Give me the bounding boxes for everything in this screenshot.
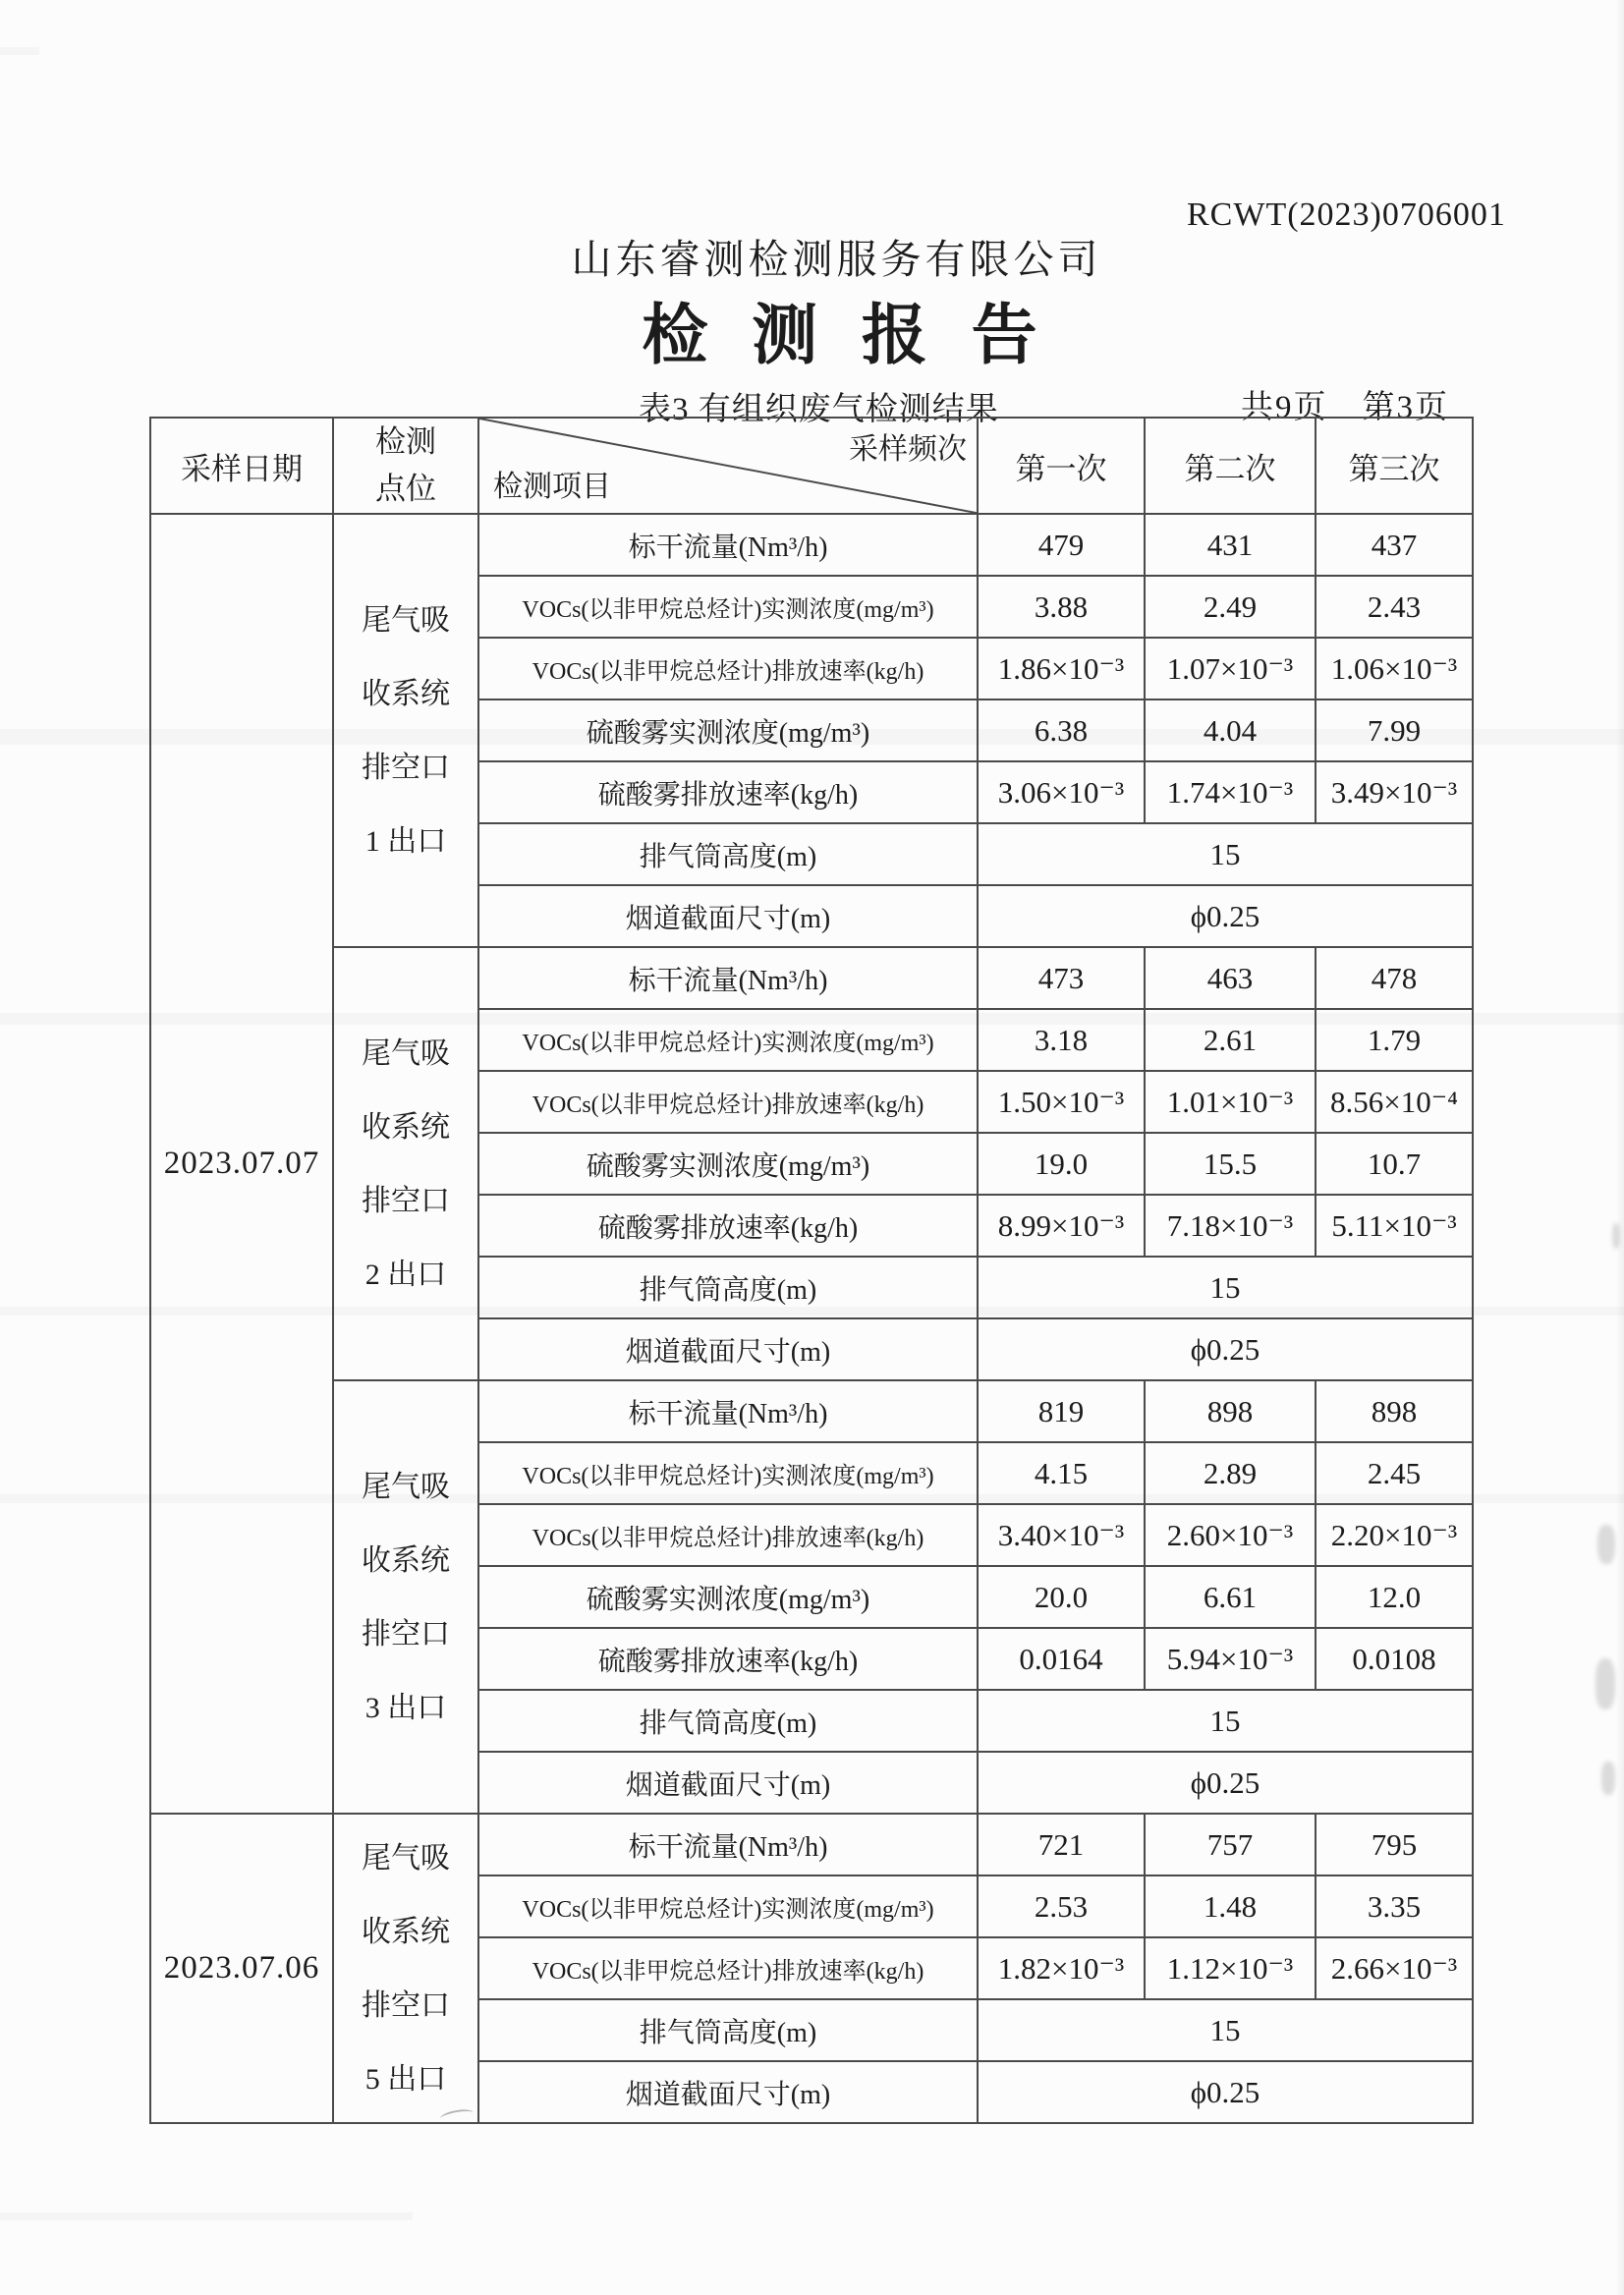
table-caption: 表3 有组织废气检测结果 bbox=[639, 392, 999, 427]
result-value: 0.0108 bbox=[1316, 1628, 1473, 1690]
test-item: 排气筒高度(m) bbox=[478, 1257, 978, 1318]
test-item: 硫酸雾排放速率(kg/h) bbox=[478, 1195, 978, 1257]
result-value: 10.7 bbox=[1316, 1133, 1473, 1195]
result-value: 19.0 bbox=[978, 1133, 1145, 1195]
results-table bbox=[149, 417, 1474, 2124]
test-item: 排气筒高度(m) bbox=[478, 1690, 978, 1752]
result-value: 4.15 bbox=[978, 1442, 1145, 1504]
header-sampling-point bbox=[333, 418, 478, 514]
result-value: 795 bbox=[1316, 1814, 1473, 1875]
page-info: 共9页 第3页 bbox=[1241, 390, 1449, 425]
result-value: 2.20×10⁻³ bbox=[1316, 1504, 1473, 1566]
result-value: 473 bbox=[978, 947, 1145, 1009]
test-item: 标干流量(Nm³/h) bbox=[478, 514, 978, 576]
table-row bbox=[150, 1814, 1473, 1875]
scan-artifact bbox=[1601, 1762, 1615, 1795]
sampling-point-line: 尾气吸 bbox=[362, 1470, 450, 1503]
result-value: 5.94×10⁻³ bbox=[1145, 1628, 1316, 1690]
result-value: 7.18×10⁻³ bbox=[1145, 1195, 1316, 1257]
result-value: 8.56×10⁻⁴ bbox=[1316, 1071, 1473, 1133]
result-value: 2.43 bbox=[1316, 576, 1473, 638]
test-item: 标干流量(Nm³/h) bbox=[478, 1380, 978, 1442]
result-value: 437 bbox=[1316, 514, 1473, 576]
result-value: 1.01×10⁻³ bbox=[1145, 1071, 1316, 1133]
page-title: 检 测 报 告 bbox=[642, 300, 1051, 372]
sampling-point-line: 排空口 bbox=[362, 1617, 450, 1651]
result-value: 478 bbox=[1316, 947, 1473, 1009]
sampling-point-line: 收系统 bbox=[362, 1110, 450, 1144]
sampling-point bbox=[333, 947, 478, 1380]
result-value: 898 bbox=[1145, 1380, 1316, 1442]
result-value: 431 bbox=[1145, 514, 1316, 576]
header-sampling-frequency: 采样频次 bbox=[849, 433, 967, 466]
sampling-point-line: 1 出口 bbox=[364, 824, 447, 858]
result-value: 819 bbox=[978, 1380, 1145, 1442]
sampling-date: 2023.07.07 bbox=[150, 514, 333, 1814]
test-item: 排气筒高度(m) bbox=[478, 1999, 978, 2061]
scan-artifact bbox=[1597, 1525, 1615, 1564]
header-sampling-date: 采样日期 bbox=[150, 418, 333, 514]
header-run-1: 第一次 bbox=[978, 418, 1145, 514]
test-item: 硫酸雾实测浓度(mg/m³) bbox=[478, 1133, 978, 1195]
scan-artifact bbox=[0, 47, 39, 55]
merged-value: ϕ0.25 bbox=[978, 1752, 1473, 1814]
result-value: 2.53 bbox=[978, 1875, 1145, 1937]
merged-value: ϕ0.25 bbox=[978, 2061, 1473, 2123]
result-value: 2.89 bbox=[1145, 1442, 1316, 1504]
result-value: 2.45 bbox=[1316, 1442, 1473, 1504]
test-item: 烟道截面尺寸(m) bbox=[478, 1318, 978, 1380]
sampling-point-line: 尾气吸 bbox=[362, 1036, 450, 1070]
test-item: VOCs(以非甲烷总烃计)实测浓度(mg/m³) bbox=[478, 576, 978, 638]
header-run-2: 第二次 bbox=[1145, 418, 1316, 514]
result-value: 1.06×10⁻³ bbox=[1316, 638, 1473, 700]
test-item: 硫酸雾实测浓度(mg/m³) bbox=[478, 700, 978, 761]
result-value: 721 bbox=[978, 1814, 1145, 1875]
result-value: 15.5 bbox=[1145, 1133, 1316, 1195]
result-value: 757 bbox=[1145, 1814, 1316, 1875]
header-test-item: 检测项目 bbox=[493, 471, 611, 504]
result-value: 6.61 bbox=[1145, 1566, 1316, 1628]
result-value: 2.61 bbox=[1145, 1009, 1316, 1071]
test-item: VOCs(以非甲烷总烃计)排放速率(kg/h) bbox=[478, 1071, 978, 1133]
test-item: 排气筒高度(m) bbox=[478, 823, 978, 885]
result-value: 6.38 bbox=[978, 700, 1145, 761]
test-item: 烟道截面尺寸(m) bbox=[478, 885, 978, 947]
scan-artifact bbox=[0, 2212, 413, 2220]
sampling-point-line: 排空口 bbox=[362, 1988, 450, 2022]
sampling-point-line: 收系统 bbox=[362, 1915, 450, 1948]
result-value: 5.11×10⁻³ bbox=[1316, 1195, 1473, 1257]
sampling-point bbox=[333, 1814, 478, 2123]
result-value: 898 bbox=[1316, 1380, 1473, 1442]
result-value: 8.99×10⁻³ bbox=[978, 1195, 1145, 1257]
merged-value: 15 bbox=[978, 823, 1473, 885]
test-item: 硫酸雾实测浓度(mg/m³) bbox=[478, 1566, 978, 1628]
scan-artifact bbox=[1612, 1223, 1620, 1249]
result-value: 1.86×10⁻³ bbox=[978, 638, 1145, 700]
result-value: 1.79 bbox=[1316, 1009, 1473, 1071]
results-tbody bbox=[150, 514, 1473, 2123]
result-value: 1.74×10⁻³ bbox=[1145, 761, 1316, 823]
result-value: 1.82×10⁻³ bbox=[978, 1937, 1145, 1999]
header-diagonal-cell bbox=[478, 418, 978, 514]
test-item: 硫酸雾排放速率(kg/h) bbox=[478, 761, 978, 823]
sampling-point-line: 尾气吸 bbox=[362, 1841, 450, 1875]
test-item: 标干流量(Nm³/h) bbox=[478, 1814, 978, 1875]
test-item: VOCs(以非甲烷总烃计)排放速率(kg/h) bbox=[478, 1937, 978, 1999]
result-value: 7.99 bbox=[1316, 700, 1473, 761]
test-item: 烟道截面尺寸(m) bbox=[478, 2061, 978, 2123]
sampling-point-line: 2 出口 bbox=[364, 1258, 447, 1291]
sampling-point-line: 收系统 bbox=[362, 677, 450, 710]
result-value: 12.0 bbox=[1316, 1566, 1473, 1628]
table-row bbox=[150, 514, 1473, 576]
result-value: 3.88 bbox=[978, 576, 1145, 638]
result-value: 0.0164 bbox=[978, 1628, 1145, 1690]
result-value: 3.40×10⁻³ bbox=[978, 1504, 1145, 1566]
test-item: 烟道截面尺寸(m) bbox=[478, 1752, 978, 1814]
sampling-point-line: 5 出口 bbox=[364, 2062, 447, 2096]
test-item: VOCs(以非甲烷总烃计)排放速率(kg/h) bbox=[478, 1504, 978, 1566]
result-value: 20.0 bbox=[978, 1566, 1145, 1628]
header-sampling-point-line1: 检测 bbox=[375, 424, 436, 459]
result-value: 1.48 bbox=[1145, 1875, 1316, 1937]
scan-artifact bbox=[1596, 1658, 1615, 1709]
merged-value: 15 bbox=[978, 1690, 1473, 1752]
test-item: VOCs(以非甲烷总烃计)实测浓度(mg/m³) bbox=[478, 1009, 978, 1071]
result-value: 2.49 bbox=[1145, 576, 1316, 638]
result-value: 3.35 bbox=[1316, 1875, 1473, 1937]
result-value: 1.12×10⁻³ bbox=[1145, 1937, 1316, 1999]
header-run-3: 第三次 bbox=[1316, 418, 1473, 514]
result-value: 1.50×10⁻³ bbox=[978, 1071, 1145, 1133]
merged-value: 15 bbox=[978, 1999, 1473, 2061]
table-row bbox=[150, 1380, 1473, 1442]
test-item: 硫酸雾排放速率(kg/h) bbox=[478, 1628, 978, 1690]
test-item: 标干流量(Nm³/h) bbox=[478, 947, 978, 1009]
result-value: 2.60×10⁻³ bbox=[1145, 1504, 1316, 1566]
report-number: RCWT(2023)0706001 bbox=[1187, 196, 1506, 233]
sampling-point-line: 排空口 bbox=[362, 1184, 450, 1217]
result-value: 3.06×10⁻³ bbox=[978, 761, 1145, 823]
company-name: 山东睿测检测服务有限公司 bbox=[571, 237, 1102, 282]
result-value: 2.66×10⁻³ bbox=[1316, 1937, 1473, 1999]
sampling-point-line: 3 出口 bbox=[364, 1691, 447, 1724]
sampling-point-line: 收系统 bbox=[362, 1543, 450, 1577]
test-item: VOCs(以非甲烷总烃计)排放速率(kg/h) bbox=[478, 638, 978, 700]
result-value: 463 bbox=[1145, 947, 1316, 1009]
result-value: 4.04 bbox=[1145, 700, 1316, 761]
test-item: VOCs(以非甲烷总烃计)实测浓度(mg/m³) bbox=[478, 1442, 978, 1504]
result-value: 479 bbox=[978, 514, 1145, 576]
header-sampling-point-line2: 点位 bbox=[375, 472, 436, 507]
sampling-date: 2023.07.06 bbox=[150, 1814, 333, 2123]
sampling-point bbox=[333, 514, 478, 947]
result-value: 1.07×10⁻³ bbox=[1145, 638, 1316, 700]
result-value: 3.49×10⁻³ bbox=[1316, 761, 1473, 823]
sampling-point-line: 尾气吸 bbox=[362, 603, 450, 637]
result-value: 3.18 bbox=[978, 1009, 1145, 1071]
table-header-row bbox=[150, 418, 1473, 514]
merged-value: 15 bbox=[978, 1257, 1473, 1318]
merged-value: ϕ0.25 bbox=[978, 885, 1473, 947]
merged-value: ϕ0.25 bbox=[978, 1318, 1473, 1380]
test-item: VOCs(以非甲烷总烃计)实测浓度(mg/m³) bbox=[478, 1875, 978, 1937]
sampling-point bbox=[333, 1380, 478, 1814]
table-row bbox=[150, 947, 1473, 1009]
sampling-point-line: 排空口 bbox=[362, 751, 450, 784]
